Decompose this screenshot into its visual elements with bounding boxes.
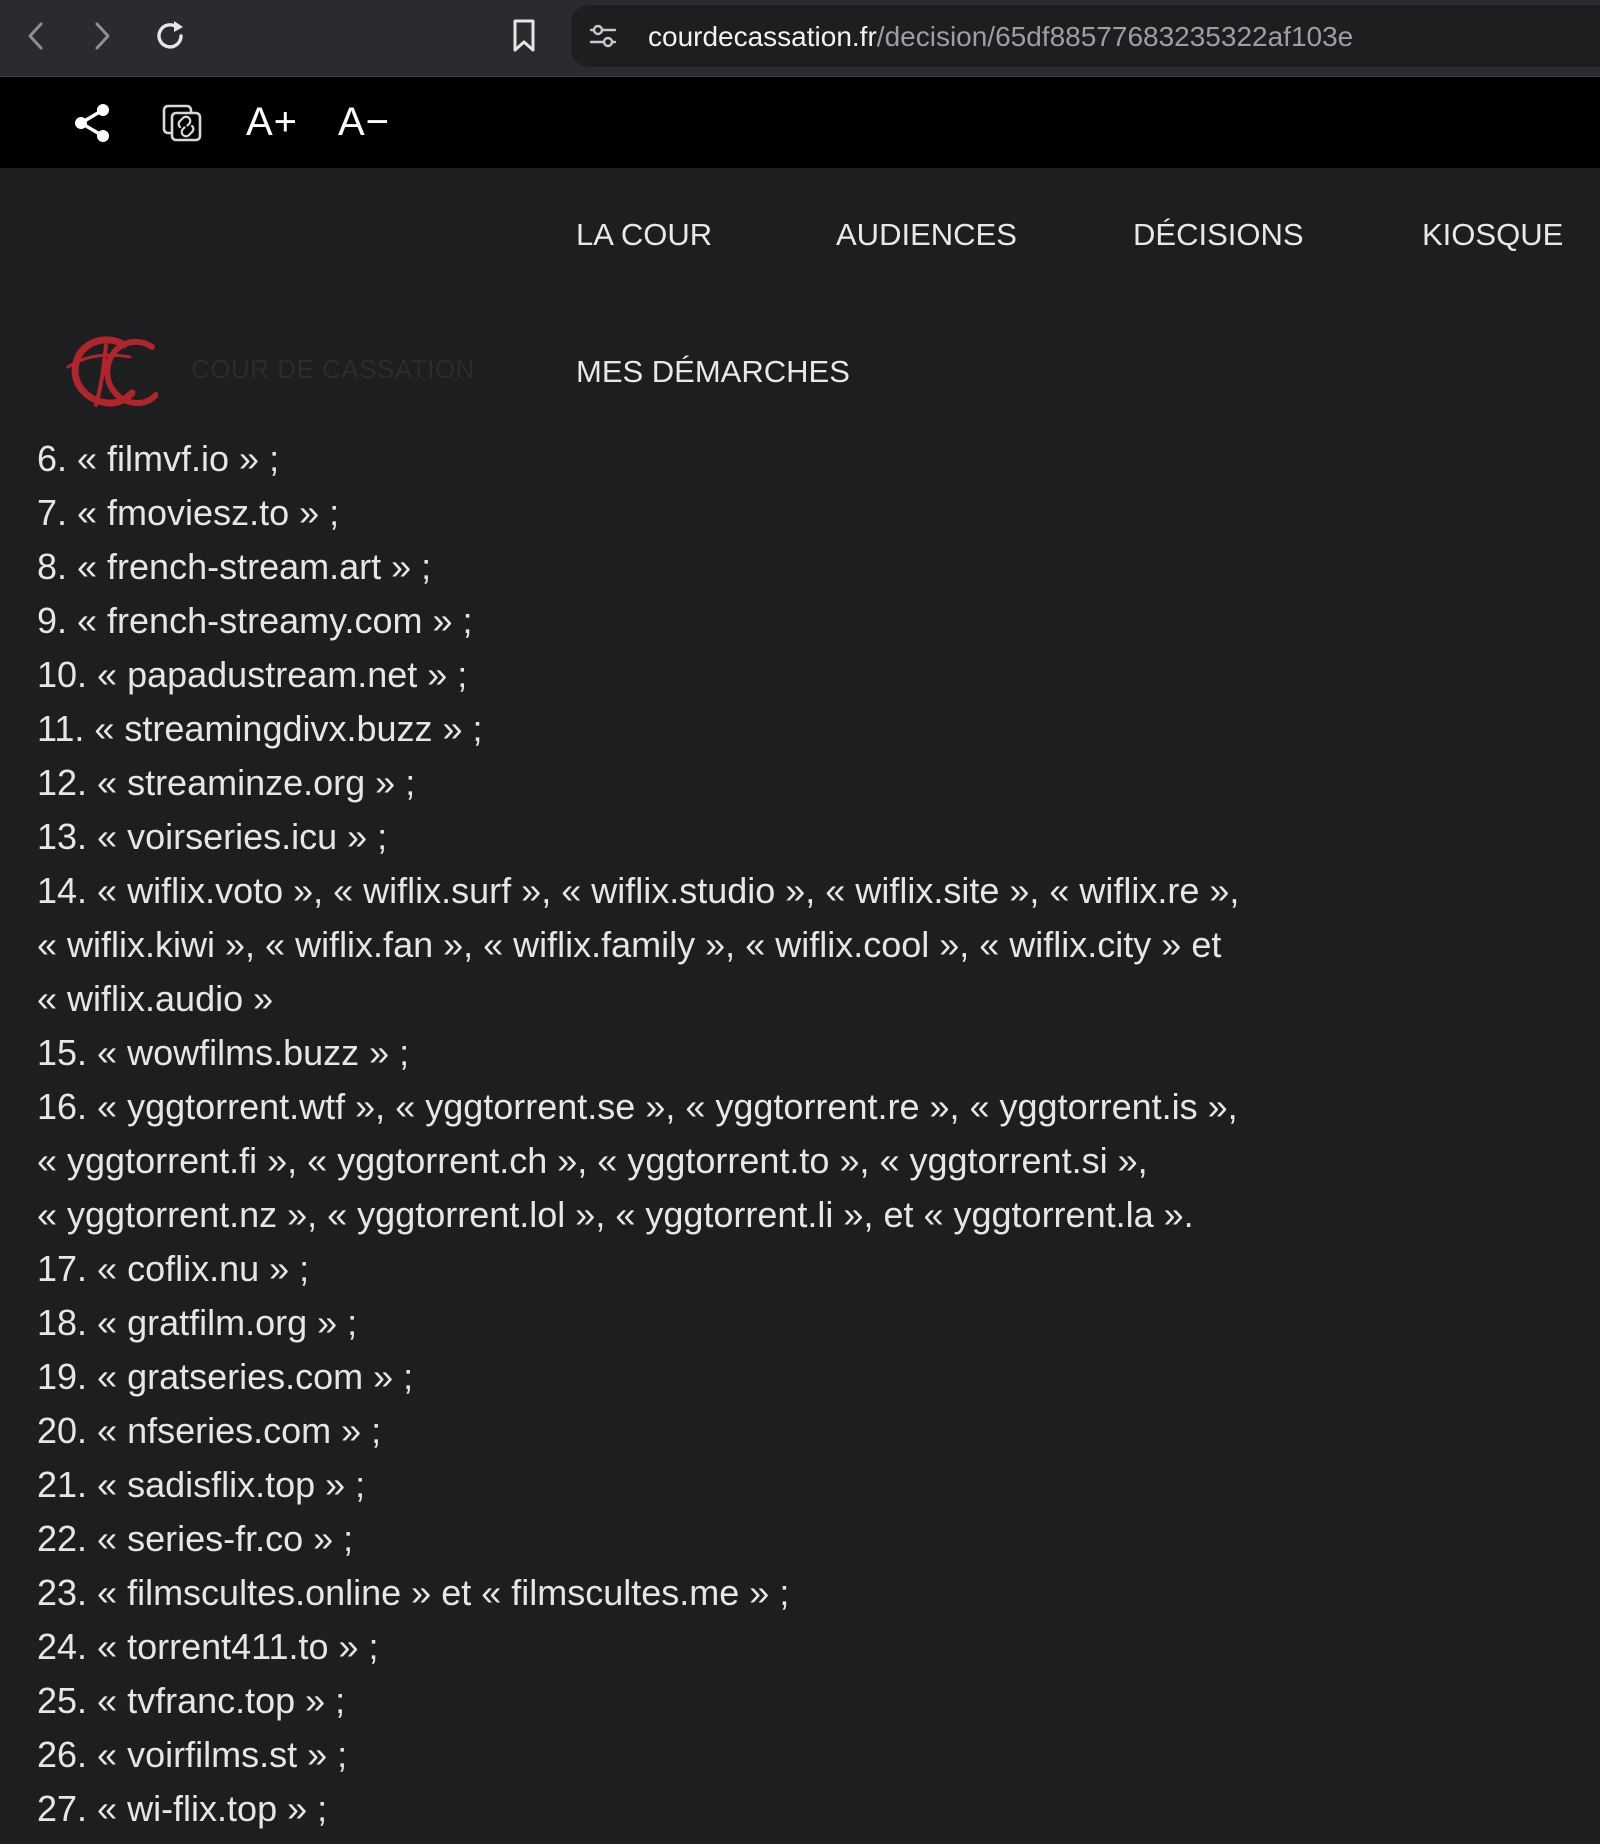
list-item: 16. « yggtorrent.wtf », « yggtorrent.se », « yggtorrent.re », « yggtorrent.is »,	[37, 1086, 1238, 1127]
font-increase-button[interactable]: A+	[245, 100, 299, 144]
nav-item-decisions[interactable]: DÉCISIONS	[1133, 217, 1304, 252]
list-item-continuation: « wiflix.audio »	[37, 978, 274, 1019]
font-decrease-button[interactable]: A−	[337, 100, 391, 144]
list-item: 15. « wowfilms.buzz » ;	[37, 1032, 410, 1073]
list-item: 20. « nfseries.com » ;	[37, 1410, 382, 1451]
nav-item-kiosque[interactable]: KIOSQUE	[1422, 217, 1564, 252]
list-item-continuation: « yggtorrent.fi », « yggtorrent.ch », « yggtorrent.to », « yggtorrent.si »,	[37, 1140, 1148, 1181]
list-item: 13. « voirseries.icu » ;	[37, 816, 388, 857]
list-item: 26. « voirfilms.st » ;	[37, 1734, 348, 1775]
list-item: 18. « gratfilm.org » ;	[37, 1302, 358, 1343]
url-text[interactable]	[648, 22, 1353, 52]
list-item: 22. « series-fr.co » ;	[37, 1518, 354, 1559]
copy-link-button[interactable]	[160, 77, 204, 168]
list-item: 10. « papadustream.net » ;	[37, 654, 468, 695]
site-settings-icon[interactable]	[589, 23, 617, 49]
share-icon	[72, 102, 112, 144]
chevron-left-icon	[24, 20, 48, 52]
browser-toolbar	[0, 0, 1600, 77]
nav-item-audiences[interactable]: AUDIENCES	[836, 217, 1017, 252]
cour-de-cassation-logo[interactable]	[66, 333, 158, 413]
list-item-continuation: « wiflix.kiwi », « wiflix.fan », « wiflix.family », « wiflix.cool », « wiflix.city » et	[37, 924, 1222, 965]
list-item: 17. « coflix.nu » ;	[37, 1248, 310, 1289]
chevron-right-icon	[90, 20, 114, 52]
copy-link-icon	[161, 103, 203, 143]
list-item: 7. « fmoviesz.to » ;	[37, 492, 340, 533]
logo-text: COUR DE CASSATION	[191, 354, 475, 384]
list-item: 24. « torrent411.to » ;	[37, 1626, 379, 1667]
nav-item-la-cour[interactable]: LA COUR	[576, 217, 713, 252]
share-button[interactable]	[70, 77, 114, 168]
reload-button[interactable]	[148, 14, 192, 58]
back-button[interactable]	[14, 14, 58, 58]
decision-content	[37, 432, 1557, 1836]
list-item: 21. « sadisflix.top » ;	[37, 1464, 366, 1505]
list-item-continuation: « yggtorrent.nz », « yggtorrent.lol », « yggtorrent.li », et « yggtorrent.la ».	[37, 1194, 1194, 1235]
reload-icon	[152, 18, 188, 54]
list-item: 11. « streamingdivx.buzz » ;	[37, 708, 483, 749]
list-item: 23. « filmscultes.online » et « filmscultes.me » ;	[37, 1572, 790, 1613]
site-header	[0, 168, 1600, 430]
list-item: 8. « french-stream.art » ;	[37, 546, 432, 587]
nav-item-mes-demarches[interactable]: MES DÉMARCHES	[576, 354, 850, 389]
forward-button[interactable]	[80, 14, 124, 58]
bookmark-button[interactable]	[502, 14, 546, 58]
list-item: 14. « wiflix.voto », « wiflix.surf », « wiflix.studio », « wiflix.site », « wiflix.re »,	[37, 870, 1240, 911]
list-item: 9. « french-streamy.com » ;	[37, 600, 473, 641]
bookmark-icon	[510, 18, 538, 54]
list-item: 27. « wi-flix.top » ;	[37, 1788, 328, 1829]
list-item: 25. « tvfranc.top » ;	[37, 1680, 346, 1721]
url-host: courdecassation.fr	[648, 21, 877, 52]
list-item: 19. « gratseries.com » ;	[37, 1356, 414, 1397]
list-item: 12. « streaminze.org » ;	[37, 762, 416, 803]
url-path: /decision/65df88577683235322af103e	[876, 21, 1354, 52]
list-item: 6. « filmvf.io » ;	[37, 438, 280, 479]
accessibility-toolbar	[0, 77, 1600, 168]
address-bar[interactable]	[571, 5, 1600, 67]
